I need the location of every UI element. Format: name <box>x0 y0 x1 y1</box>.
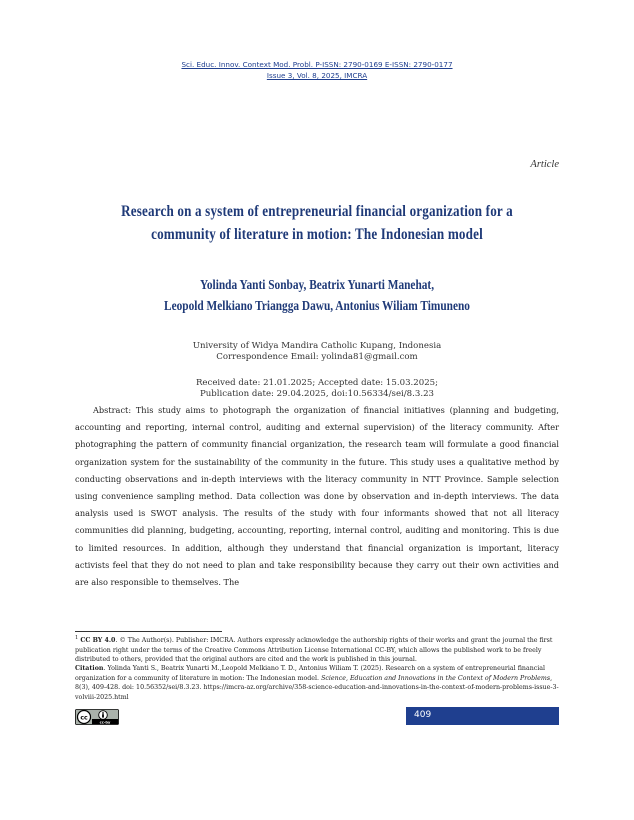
publication-date-doi: Publication date: 29.04.2025, doi:10.56334/sei/8.3.23 <box>199 389 435 399</box>
paper-title-line1: Research on a system of entrepreneurial financial organization for a <box>121 203 513 220</box>
article-type-label: Article <box>530 159 559 170</box>
svg-text:cc: cc <box>80 714 88 722</box>
license-label: CC BY 4.0 <box>80 637 116 645</box>
footnote-divider <box>75 631 222 632</box>
footnote-marker: 1 <box>75 635 79 641</box>
paper-title <box>106 200 527 246</box>
author-list-line1: Yolinda Yanti Sonbay, Beatrix Yunarti Manehat, <box>199 277 435 292</box>
page-number: 409 <box>414 710 432 720</box>
footnote-license <box>75 634 559 664</box>
author-list <box>84 274 549 316</box>
correspondence-email: Correspondence Email: yolinda81@gmail.com <box>216 352 418 362</box>
page-number-box <box>406 707 559 725</box>
citation-details[interactable]: , 8(3), 409-428. doi: 10.56352/sei/8.3.23. https://imcra-az.org/archive/358-science-education-and-innovations-in-the-context-of-modern-problems-issue-3-volviii-2025.html <box>75 674 559 701</box>
journal-header-line2[interactable]: Issue 3, Vol. 8, 2025, IMCRA <box>266 71 368 80</box>
abstract-text: Abstract: This study aims to photograph the organization of financial initiatives (planning and budgeting, accounting and reporting, internal control, auditing and external supervision) of the literacy community. After photographing the pattern of community financial organization, the research team will formulate a good financial organization system for the sustainability of the community in the future. This study uses a qualitative method by conducting observations and in-depth interviews with the literacy community in NTT Province. Sample selection using convenience sampling method. Data collection was done by observation and in-depth interviews. The data analysis used is SWOT analysis. The results of the study with four informants showed that not all literacy communities did planning, budgeting, accounting, reporting, internal control, auditing and monitoring. This is due to limited resources. In addition, although they understand that financial organization is important, literacy activists feel that they do not need to plan and take responsibility because they carry out their own activities and are also responsible to themselves. The <box>75 405 559 588</box>
received-dates: Received date: 21.01.2025; Accepted date: 15.03.2025; <box>195 378 439 388</box>
citation-journal: Science, Education and Innovations in the Context of Modern Problems <box>321 674 551 682</box>
affiliation: University of Widya Mandira Catholic Kupang, Indonesia <box>192 341 442 351</box>
author-list-line2: Leopold Melkiano Triangga Dawu, Antonius Wiliam Timuneno <box>164 298 470 313</box>
creative-commons-by-icon[interactable] <box>75 709 119 725</box>
citation-text: . Yolinda Yanti S., Beatrix Yunarti M.,Leopold Melkiano T. D., Antonius Wiliam T. (2025). Research on a system of entrepreneurial financial organization for a community of literature in motion: The Indonesian model. <box>75 665 546 682</box>
footnote-citation <box>75 664 559 702</box>
journal-header-line1[interactable]: Sci. Educ. Innov. Context Mod. Probl. P-ISSN: 2790-0169 E-ISSN: 2790-0177 <box>181 60 453 69</box>
footnote <box>75 634 559 702</box>
license-text: . © The Author(s). Publisher: IMCRA. Authors expressly acknowledge the authorship rights of their works and grant the journal the first publication right under the terms of the Creative Commons Attribution License International CC-BY, which allows the published work to be freely distributed to others, provided that the original authors are cited and the work is published in this journal. <box>75 637 553 663</box>
svg-text:cc-by: cc-by <box>99 720 111 725</box>
citation-label: Citation <box>75 665 104 673</box>
paper-title-line2: community of literature in motion: The Indonesian model <box>151 226 483 243</box>
